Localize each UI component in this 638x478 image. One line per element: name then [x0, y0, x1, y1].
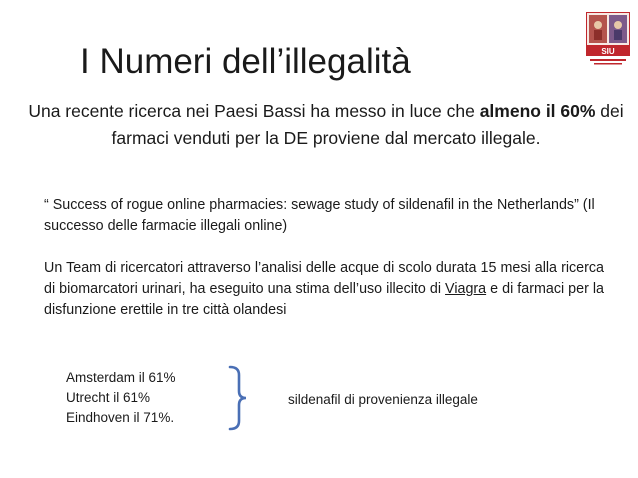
svg-text:SIU: SIU — [601, 47, 615, 56]
slide-title: I Numeri dell’illegalità — [80, 42, 411, 81]
lead-text-2: dei farmaci venduti per la DE proviene dal mercato illegale. — [111, 101, 624, 148]
lead-bold: almeno il 60% — [479, 101, 596, 121]
lead-text-1: Una recente ricerca nei Paesi Bassi ha messo in luce che — [28, 101, 480, 121]
lead-paragraph — [26, 98, 626, 152]
team-text-1: Un Team di ricercatori attraverso l’analisi delle acque di scolo durata 15 mesi alla ricerca di biomarcatori urinari, ha eseguito una stima dell’uso illecito di — [44, 260, 604, 297]
team-text-2: e di farmaci per la disfunzione erettile in tre città olandesi — [44, 281, 604, 318]
right-brace-icon — [226, 364, 254, 432]
city-eindhoven: Eindhoven il 71%. — [66, 410, 175, 425]
cities-list — [66, 368, 176, 428]
team-paragraph — [44, 258, 604, 321]
city-amsterdam: Amsterdam il 61% — [66, 370, 176, 385]
siu-logo — [586, 12, 630, 68]
city-utrecht: Utrecht il 61% — [66, 390, 151, 405]
study-quote: “ Success of rogue online pharmacies: sewage study of sildenafil in the Netherlands” (Il successo delle farmacie illegali online) — [44, 197, 595, 234]
viagra-link[interactable]: Viagra — [445, 281, 487, 297]
illegal-label: sildenafil di provenienza illegale — [288, 392, 478, 407]
